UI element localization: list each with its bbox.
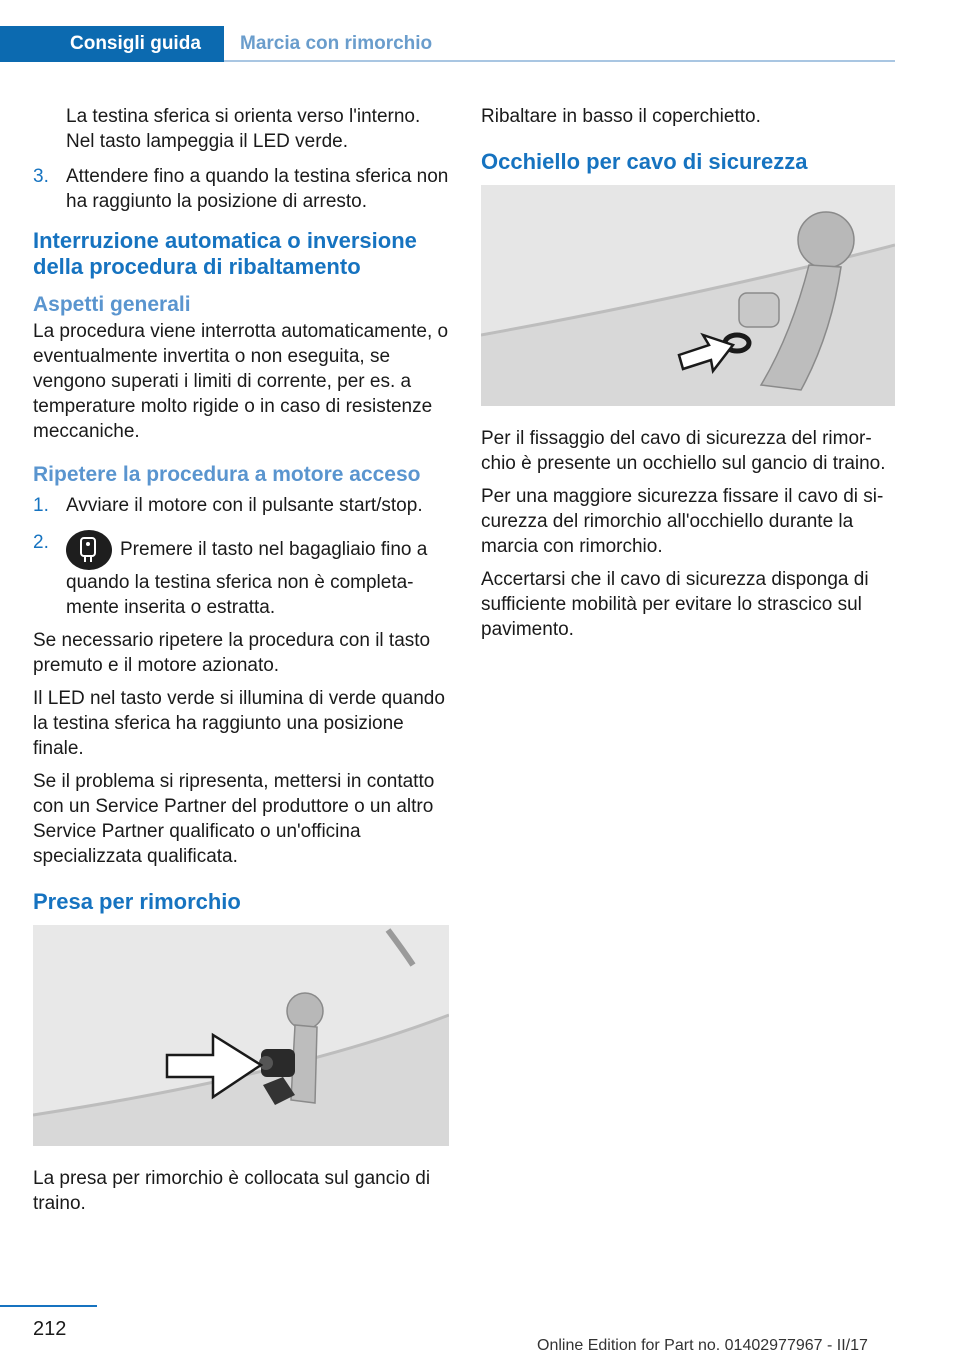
page-header — [0, 0, 895, 62]
trailer-socket-figure — [33, 925, 449, 1146]
paragraph-eyelet-3: Accertarsi che il cavo di sicurezza disponga di sufficiente mobilità per evitare lo strascico sul pavimento. — [481, 569, 869, 640]
step-number: 1. — [33, 495, 49, 516]
paragraph-fold: Ribaltare in basso il coperchietto. — [481, 106, 761, 127]
subheading-repeat: Ripetere la procedura a motore acceso — [33, 463, 421, 486]
step-text: Attendere fino a quando la testina sferica non ha raggiunto la posizione di arresto. — [66, 166, 449, 212]
paragraph-socket: La presa per rimorchio è collocata sul gancio di traino. — [33, 1168, 431, 1214]
safety-cable-eyelet-figure — [481, 185, 895, 406]
subheading-general: Aspetti generali — [33, 293, 191, 316]
footer-divider — [0, 1305, 97, 1307]
edition-note: Online Edition for Part no. 01402977967 - II/17 — [537, 1337, 868, 1354]
left-column — [33, 104, 449, 1224]
step-3 — [33, 164, 449, 214]
step-number: 2. — [33, 532, 49, 553]
step-continuation: La testina sferica si orienta verso l'interno. Nel tasto lampeggia il LED verde. — [66, 106, 421, 152]
step-text: Avviare il motore con il pulsante start/stop. — [66, 495, 423, 516]
paragraph-repeat-3: Se il problema si ripresenta, mettersi in contatto con un Service Partner del produttore o un altro Service Partner qualificato o un'officina specializzata qualificata. — [33, 771, 435, 867]
chapter-tab: Marcia con rimorchio — [240, 33, 433, 54]
page-number: 212 — [33, 1318, 67, 1340]
step-text: Premere il tasto nel bagagliaio fino a quando la testina sferica non è completamente inserita o estratta. — [66, 539, 428, 618]
header-divider — [224, 60, 895, 62]
paragraph-eyelet-1: Per il fissaggio del cavo di sicurezza del rimorchio è presente un occhiello sul gancio di traino. — [481, 428, 886, 474]
tailgate-button-icon — [66, 530, 112, 570]
right-column — [481, 104, 897, 650]
heading-interruption: Interruzione automatica o inversione della procedura di ribaltamento — [33, 228, 417, 279]
paragraph-repeat-2: Il LED nel tasto verde si illumina di verde quando la testina sferica ha raggiunto una posizione finale. — [33, 688, 445, 759]
step-1 — [33, 493, 449, 518]
paragraph-general: La procedura viene interrotta automaticamente, o eventualmente invertita o non eseguita, se vengono superati i limiti di corrente, per es. a temperature molto rigide o in caso di resistenze meccaniche. — [33, 321, 449, 442]
paragraph-repeat-1: Se necessario ripetere la procedura con il tasto premuto e il motore azionato. — [33, 630, 431, 676]
heading-eyelet: Occhiello per cavo di sicurezza — [481, 149, 808, 174]
step-number: 3. — [33, 166, 49, 187]
heading-socket: Presa per rimorchio — [33, 889, 241, 914]
step-2 — [33, 530, 449, 620]
paragraph-eyelet-2: Per una maggiore sicurezza fissare il cavo di sicurezza del rimorchio all'occhiello durante la marcia con rimorchio. — [481, 486, 884, 557]
section-tab: Consigli guida — [0, 26, 224, 62]
